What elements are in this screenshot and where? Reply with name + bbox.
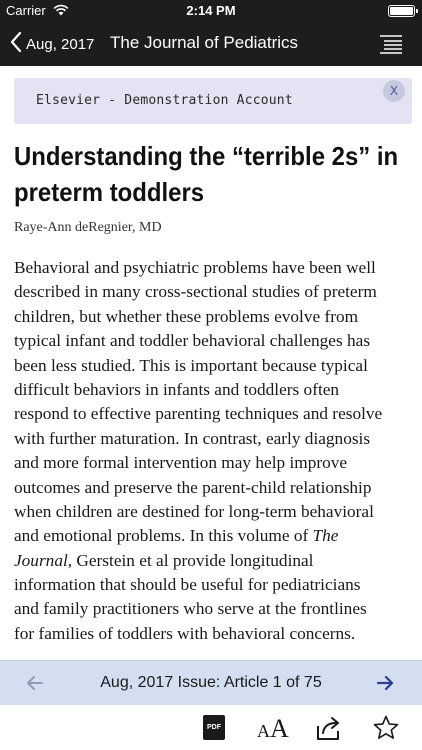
article-author: Raye-Ann deRegnier, MD	[14, 220, 162, 235]
navigation-bar	[0, 22, 422, 66]
font-size-button[interactable]	[257, 714, 289, 742]
font-size-small-icon: A	[257, 721, 270, 741]
body-line: typical infant and toddler behavioral challenges has	[14, 331, 371, 351]
pdf-button[interactable]	[203, 714, 227, 742]
body-line: for families of toddlers with behavioral concerns.	[14, 623, 356, 643]
issue-navigation-bar	[0, 660, 422, 705]
back-button-label: Aug, 2017	[26, 35, 95, 53]
body-line: respond to effective parenting techniques and resolve	[14, 404, 383, 424]
body-line	[14, 524, 414, 548]
chevron-left-icon	[10, 31, 22, 58]
issue-article-label: Aug, 2017 Issue: Article 1 of 75	[100, 674, 322, 691]
body-line: and more formal intervention may help improve	[14, 453, 348, 473]
body-line: and family practitioners who serve at the frontlines	[14, 599, 367, 619]
share-icon[interactable]	[314, 714, 342, 742]
body-text: and emotional problems. In this volume of	[14, 526, 309, 546]
back-button[interactable]	[10, 22, 94, 66]
body-line: difficult behaviors in infants and toddlers often	[14, 379, 340, 399]
bottom-toolbar	[0, 705, 422, 750]
arrow-right-icon[interactable]	[374, 672, 396, 694]
font-size-large-icon: A	[270, 714, 289, 743]
pdf-icon: PDF	[203, 715, 225, 740]
star-icon[interactable]	[372, 714, 400, 742]
journal-title: The Journal of Pediatrics	[110, 33, 299, 52]
body-line: Behavioral and psychiatric problems have been well	[14, 258, 376, 277]
account-banner	[14, 78, 412, 124]
italic-journal-name: The	[312, 526, 339, 546]
body-line: when children are destined for long-term behavioral	[14, 501, 374, 521]
italic-journal-name: Journal	[14, 550, 68, 570]
article-title-line: preterm toddlers	[14, 177, 205, 207]
body-line: described in many cross-sectional studies of preterm	[14, 282, 377, 302]
article-title-line: Understanding the “terrible 2s” in	[14, 141, 399, 171]
body-line: children, but whether these problems evolve from	[14, 306, 359, 326]
body-line: with further maturation. In contrast, early diagnosis	[14, 428, 371, 448]
body-text: , Gerstein et al provide longitudinal	[67, 550, 314, 570]
body-line: information that should be useful for pediatricians	[14, 575, 361, 595]
battery-icon	[388, 5, 415, 17]
article-title	[14, 138, 410, 210]
carrier-label: Carrier	[6, 3, 46, 18]
list-menu-icon[interactable]	[380, 34, 402, 54]
account-banner-text: Elsevier - Demonstration Account	[36, 93, 293, 108]
article-body	[14, 256, 414, 646]
body-line: outcomes and preserve the parent-child relationship	[14, 477, 372, 497]
status-bar	[0, 0, 422, 22]
status-time: 2:14 PM	[186, 3, 236, 18]
body-line	[14, 549, 414, 573]
close-banner-button[interactable]: X	[383, 80, 405, 102]
body-line: been less studied. This is important because typical	[14, 355, 368, 375]
